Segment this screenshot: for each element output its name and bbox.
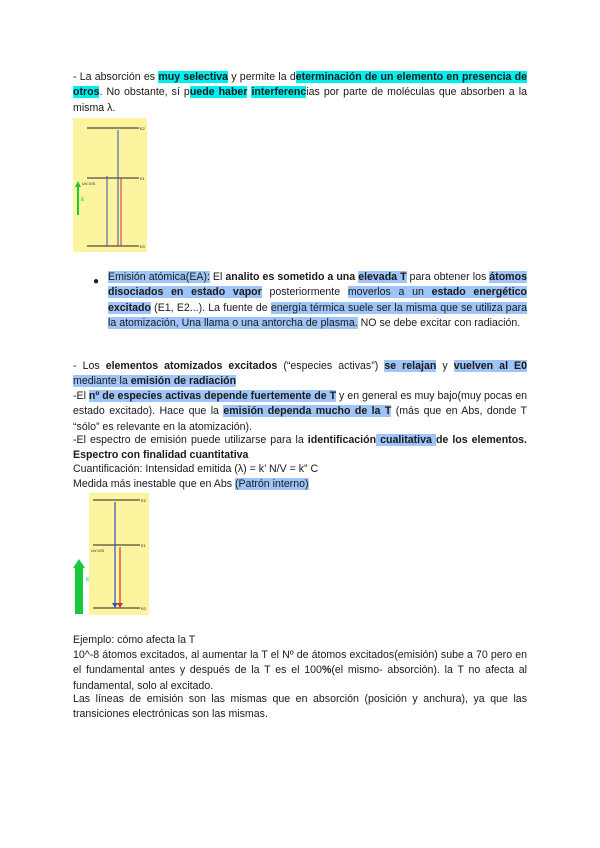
line-medida: Medida más inestable que en Abs (Patrón interno) <box>73 478 309 490</box>
level-e2-label: E2 <box>140 126 145 131</box>
para-espectro: -El espectro de emisión puede utilizarse para la identificación cualitativa de los elementos. Espectro con finalidad cuantitativa <box>73 434 528 462</box>
level-e1-label-2: E1 <box>141 543 146 548</box>
uv-vis-label: UV-VIS <box>82 181 96 186</box>
level-e1-label: E1 <box>140 176 145 181</box>
svg-text:E: E <box>81 197 85 203</box>
uv-vis-label-2: UV-VIS <box>91 548 105 553</box>
bullet-marker: ● <box>93 276 100 287</box>
example-title: Ejemplo: cómo afecta la T <box>73 634 196 646</box>
example-para-1: 10^-8 átomos excitados, al aumentar la T el Nº de átomos excitados(emisión) sube a 70 pero en el fundamental antes y después de la T es el 100%(el mismo- absorción). la T no afecta al fundamental, solo al excitado. <box>73 649 527 692</box>
para-elementos-excitados: - Los elementos atomizados excitados (“especies activas”) se relajan y vuelven al E0 mediante la emisión de radiación <box>73 360 528 388</box>
para-absorcion: - La absorción es muy selectiva y permite la determinación de un elemento en presencia de otros. No obstante, sí puede haber interferencias por parte de moléculas que absorben a la misma λ. <box>73 71 527 114</box>
level-e2-label-2: E2 <box>141 498 146 503</box>
level-e0-label: E0 <box>140 244 145 249</box>
line-cuantificacion: Cuantificación: Intensidad emitida (λ) = k’ N/V = k” C <box>73 463 319 475</box>
absorption-diagram <box>73 118 147 252</box>
para-emision-atomica: Emisión atómica(EA): El analito es sometido a una elevada T para obtener los átomos disociados en estado vapor posteriormente moverlos a un estado energético excitado (E1, E2...). La fuente de energía térmica suele ser la misma que se utiliza para la atomización, Una llama o una antorcha de plasma. NO se debe excitar con radiación. <box>108 271 528 330</box>
example-para-2: Las líneas de emisión son las mismas que en absorción (posición y anchura), ya que las transiciones electrónicas son las mismas. <box>73 693 527 721</box>
level-e0-label-2: E0 <box>141 606 146 611</box>
para-especies-activas: -El nº de especies activas depende fuertemente de T y en general es muy bajo(muy pocas en estado excitado). Hace que la emisión dependa mucho de la T (más que en Abs, donde T “sólo” es relevante en la atomización). <box>73 390 528 433</box>
energy-arrow-icon <box>73 559 85 614</box>
svg-text:E: E <box>86 577 90 583</box>
emission-diagram <box>73 493 149 615</box>
